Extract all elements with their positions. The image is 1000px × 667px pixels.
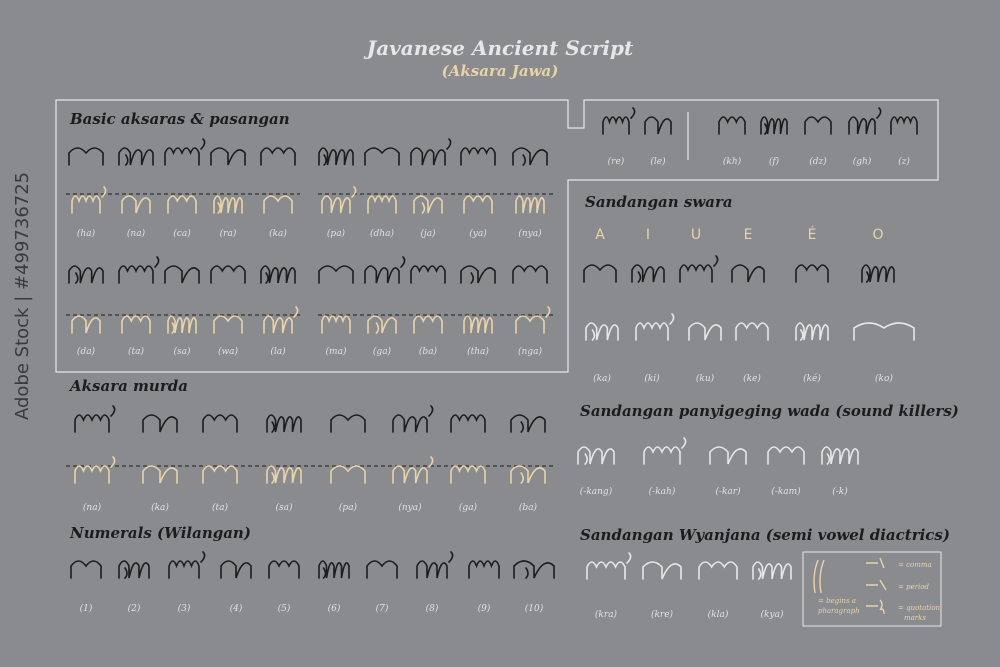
pasangan-glyph bbox=[168, 316, 196, 333]
pasangan-glyph bbox=[516, 307, 550, 333]
aksara-caption: (na) bbox=[126, 229, 146, 239]
vowel-label: E bbox=[743, 227, 753, 243]
numeral-glyph bbox=[367, 561, 397, 578]
wyanjana-caption: (kre) bbox=[650, 610, 674, 620]
aksara-caption: (ha) bbox=[76, 229, 96, 239]
vowel-label: A bbox=[595, 227, 605, 243]
numeral-caption: (4) bbox=[229, 604, 243, 614]
swara-glyph bbox=[584, 265, 616, 282]
aksara-glyph bbox=[513, 148, 547, 165]
aksara-glyph bbox=[165, 139, 205, 165]
murda-pasangan-glyph bbox=[143, 466, 177, 483]
aksara-glyph bbox=[119, 148, 153, 165]
murda-glyph bbox=[331, 415, 365, 432]
heading-wyanjana: Sandangan Wyanjana (semi vowel diactrics) bbox=[580, 526, 950, 544]
aksara-caption: (ba) bbox=[418, 347, 438, 357]
murda-glyph bbox=[267, 415, 301, 432]
murda-caption: (ka) bbox=[151, 503, 169, 513]
extra-caption: (re) bbox=[607, 157, 625, 167]
murda-pasangan-glyph bbox=[511, 466, 545, 483]
numeral-glyph bbox=[469, 561, 499, 578]
pasangan-glyph bbox=[264, 196, 292, 213]
aksara-caption: (ga) bbox=[372, 347, 392, 357]
murda-pasangan-glyph bbox=[451, 466, 485, 483]
numeral-caption: (1) bbox=[79, 604, 93, 614]
aksara-caption: (ca) bbox=[173, 229, 191, 239]
murda-pasangan-glyph bbox=[267, 466, 301, 483]
wyanjana-caption: (kra) bbox=[594, 610, 618, 620]
wyanjana-glyph bbox=[643, 562, 681, 579]
vowel-label: O bbox=[872, 227, 884, 243]
numeral-glyph bbox=[119, 561, 149, 578]
extra-caption: (gh) bbox=[852, 157, 872, 167]
numeral-caption: (6) bbox=[327, 604, 341, 614]
aksara-caption: (sa) bbox=[173, 347, 191, 357]
legend-period: = period bbox=[898, 583, 929, 591]
panyigeging-caption: (-kar) bbox=[715, 487, 741, 497]
aksara-glyph bbox=[319, 266, 353, 283]
panyigeging-caption: (-kah) bbox=[648, 487, 676, 497]
swara-example-glyph bbox=[854, 323, 914, 340]
murda-glyph bbox=[511, 415, 545, 432]
aksara-caption: (dha) bbox=[370, 229, 394, 239]
numeral-caption: (5) bbox=[277, 604, 291, 614]
numeral-glyph bbox=[417, 552, 453, 578]
aksara-caption: (ya) bbox=[469, 229, 487, 239]
pasangan-glyph bbox=[414, 316, 442, 333]
numeral-glyph bbox=[319, 561, 349, 578]
aksara-caption: (ka) bbox=[269, 229, 287, 239]
swara-caption: (ka) bbox=[593, 374, 611, 384]
murda-caption: (na) bbox=[82, 503, 102, 513]
pasangan-glyph bbox=[214, 316, 242, 333]
numeral-glyph bbox=[71, 561, 101, 578]
murda-caption: (ba) bbox=[518, 503, 538, 513]
aksara-caption: (da) bbox=[76, 347, 96, 357]
heading-numerals: Numerals (Wilangan) bbox=[70, 524, 251, 542]
numeral-caption: (9) bbox=[477, 604, 491, 614]
wyanjana-glyph bbox=[699, 562, 737, 579]
swara-glyph bbox=[680, 256, 718, 282]
swara-glyph bbox=[862, 265, 894, 282]
murda-glyph bbox=[75, 406, 115, 432]
legend-quote: = quotation bbox=[898, 604, 941, 612]
aksara-glyph bbox=[69, 148, 103, 165]
swara-caption: (ko) bbox=[875, 374, 893, 384]
murda-caption: (ga) bbox=[458, 503, 478, 513]
legend-paragraph2: pharagraph bbox=[818, 607, 860, 615]
swara-glyph bbox=[632, 265, 664, 282]
aksara-glyph bbox=[211, 148, 245, 165]
murda-pasangan-glyph bbox=[203, 466, 237, 483]
aksara-glyph bbox=[461, 148, 495, 165]
extra-caption: (kh) bbox=[722, 157, 742, 167]
murda-glyph bbox=[143, 415, 177, 432]
panyigeging-caption: (-k) bbox=[832, 487, 848, 497]
pasangan-glyph bbox=[322, 316, 350, 333]
extra-glyph bbox=[719, 117, 745, 134]
legend-quote2: marks bbox=[904, 614, 926, 622]
aksara-caption: (ta) bbox=[127, 347, 144, 357]
panyigeging-glyph bbox=[710, 447, 746, 464]
extra-caption: (dz) bbox=[809, 157, 827, 167]
murda-glyph bbox=[203, 415, 237, 432]
aksara-glyph bbox=[411, 139, 451, 165]
numeral-caption: (10) bbox=[524, 604, 544, 614]
aksara-caption: (ma) bbox=[325, 347, 347, 357]
extra-glyph bbox=[761, 117, 787, 134]
swara-caption: (ki) bbox=[644, 374, 660, 384]
pasangan-glyph bbox=[168, 196, 196, 213]
aksara-glyph bbox=[513, 266, 547, 283]
numeral-caption: (3) bbox=[177, 604, 191, 614]
numeral-caption: (7) bbox=[375, 604, 389, 614]
panyigeging-glyph bbox=[822, 447, 858, 464]
murda-pasangan-glyph bbox=[331, 466, 365, 483]
murda-caption: (ta) bbox=[211, 503, 228, 513]
aksara-glyph bbox=[211, 266, 245, 283]
pasangan-glyph bbox=[368, 196, 396, 213]
swara-example-glyph bbox=[736, 323, 768, 340]
wyanjana-caption: (kla) bbox=[707, 610, 729, 620]
extra-glyph bbox=[891, 117, 917, 134]
extra-glyph bbox=[849, 108, 881, 134]
extra-caption: (z) bbox=[898, 157, 910, 167]
aksara-glyph bbox=[165, 266, 199, 283]
pasangan-glyph bbox=[516, 196, 544, 213]
swara-example-glyph bbox=[636, 314, 674, 340]
swara-glyph bbox=[796, 265, 828, 282]
murda-glyph bbox=[393, 406, 433, 432]
extra-glyph bbox=[603, 108, 635, 134]
wyanjana-glyph bbox=[753, 562, 791, 579]
swara-example-glyph bbox=[796, 323, 828, 340]
aksara-glyph bbox=[261, 266, 295, 283]
swara-caption: (ku) bbox=[695, 374, 715, 384]
aksara-caption: (nya) bbox=[518, 229, 542, 239]
aksara-caption: (tha) bbox=[467, 347, 489, 357]
aksara-glyph bbox=[119, 257, 159, 283]
pasangan-glyph bbox=[122, 196, 150, 213]
page-title: Javanese Ancient Script bbox=[366, 36, 634, 60]
pasangan-glyph bbox=[122, 316, 150, 333]
numeral-glyph bbox=[169, 552, 205, 578]
pasangan-glyph bbox=[322, 187, 356, 213]
panyigeging-caption: (-kam) bbox=[771, 487, 801, 497]
murda-pasangan-glyph bbox=[393, 457, 433, 483]
pasangan-glyph bbox=[264, 307, 298, 333]
heading-basic: Basic aksaras & pasangan bbox=[70, 110, 290, 128]
murda-caption: (pa) bbox=[338, 503, 358, 513]
pasangan-glyph bbox=[368, 316, 396, 333]
vowel-label: É bbox=[807, 227, 817, 243]
pasangan-glyph bbox=[72, 316, 100, 333]
heading-murda: Aksara murda bbox=[70, 377, 188, 395]
legend-paragraph: = begins a bbox=[818, 597, 856, 605]
numeral-glyph bbox=[514, 561, 554, 578]
panyigeging-glyph bbox=[578, 447, 614, 464]
pasangan-glyph bbox=[214, 196, 242, 213]
swara-example-glyph bbox=[689, 323, 721, 340]
swara-caption: (ké) bbox=[803, 374, 821, 384]
numeral-glyph bbox=[221, 561, 251, 578]
panyigeging-caption: (-kang) bbox=[579, 487, 613, 497]
legend-marks bbox=[814, 558, 886, 614]
aksara-glyph bbox=[365, 148, 399, 165]
swara-glyph bbox=[732, 265, 764, 282]
aksara-caption: (ja) bbox=[420, 229, 436, 239]
aksara-caption: (la) bbox=[270, 347, 286, 357]
aksara-caption: (ra) bbox=[219, 229, 237, 239]
panyigeging-glyph bbox=[768, 447, 804, 464]
page-subtitle: (Aksara Jawa) bbox=[441, 62, 559, 80]
aksara-caption: (wa) bbox=[217, 347, 239, 357]
numeral-caption: (8) bbox=[425, 604, 439, 614]
swara-caption: (ke) bbox=[743, 374, 761, 384]
extra-glyph bbox=[645, 117, 671, 134]
aksara-caption: (pa) bbox=[326, 229, 346, 239]
heading-panyigeging: Sandangan panyigeging wada (sound killers) bbox=[580, 402, 959, 420]
heading-swara: Sandangan swara bbox=[585, 193, 733, 211]
pasangan-glyph bbox=[72, 187, 106, 213]
murda-glyph bbox=[451, 415, 485, 432]
aksara-glyph bbox=[319, 148, 353, 165]
aksara-glyph bbox=[261, 148, 295, 165]
aksara-glyph bbox=[365, 257, 405, 283]
legend-comma: = comma bbox=[898, 561, 932, 569]
numeral-glyph bbox=[269, 561, 299, 578]
wyanjana-glyph bbox=[587, 553, 631, 579]
pasangan-glyph bbox=[464, 316, 492, 333]
aksara-glyph bbox=[411, 266, 445, 283]
wyanjana-caption: (kya) bbox=[760, 610, 784, 620]
extra-caption: (f) bbox=[768, 157, 780, 167]
aksara-caption: (nga) bbox=[518, 347, 542, 357]
vowel-label: I bbox=[645, 227, 651, 243]
aksara-glyph bbox=[461, 266, 495, 283]
vowel-label: U bbox=[690, 227, 702, 243]
panyigeging-glyph bbox=[644, 438, 686, 464]
murda-pasangan-glyph bbox=[75, 457, 115, 483]
murda-caption: (sa) bbox=[275, 503, 293, 513]
pasangan-glyph bbox=[464, 196, 492, 213]
aksara-glyph bbox=[69, 266, 103, 283]
extra-glyph bbox=[805, 117, 831, 134]
swara-example-glyph bbox=[586, 323, 618, 340]
extra-caption: (le) bbox=[650, 157, 666, 167]
stock-watermark: Adobe Stock | #499736725 bbox=[12, 171, 33, 420]
pasangan-glyph bbox=[414, 196, 442, 213]
murda-caption: (nya) bbox=[398, 503, 422, 513]
numeral-caption: (2) bbox=[127, 604, 141, 614]
